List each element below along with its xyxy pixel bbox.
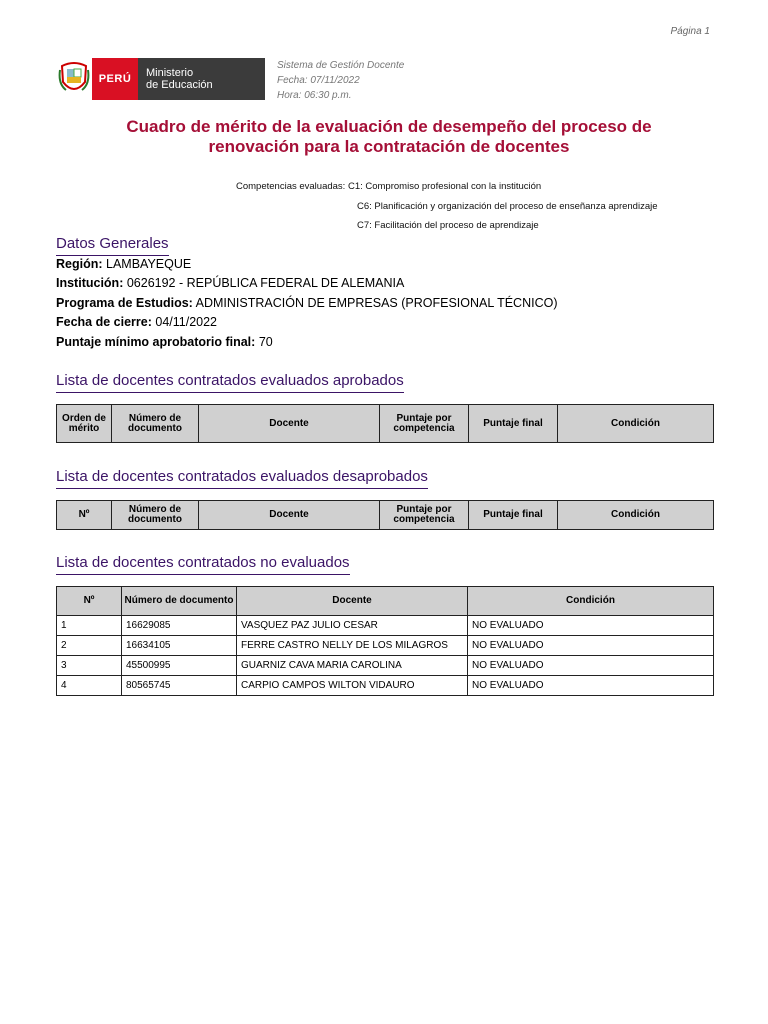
- cell-condicion: NO EVALUADO: [468, 676, 714, 696]
- table-header-row: [57, 501, 714, 530]
- cierre-row: [56, 315, 217, 329]
- peru-label: PERÚ: [92, 58, 138, 100]
- cell-numero: 1: [57, 616, 122, 636]
- minedu-logo: [56, 58, 265, 100]
- desaprobados-heading: Lista de docentes contratados evaluados desaprobados: [56, 468, 428, 489]
- programa-row: [56, 296, 558, 310]
- cell-docente: FERRE CASTRO NELLY DE LOS MILAGROS: [237, 636, 468, 656]
- coat-of-arms-icon: [56, 58, 92, 100]
- region-row: [56, 257, 191, 271]
- col-condicion: Condición: [468, 587, 714, 616]
- title-line1: Cuadro de mérito de la evaluación de desempeño del proceso de: [126, 117, 652, 136]
- col-documento: Número de documento: [112, 501, 199, 530]
- aprobados-table: [56, 404, 714, 443]
- puntaje-value: 70: [258, 335, 273, 349]
- cell-documento: 80565745: [122, 676, 237, 696]
- col-puntaje-final: Puntaje final: [469, 501, 558, 530]
- institucion-value: 0626192 - REPÚBLICA FEDERAL DE ALEMANIA: [126, 276, 405, 290]
- table-header-row: [57, 405, 714, 443]
- page-title: [56, 117, 722, 157]
- aprobados-heading: Lista de docentes contratados evaluados aprobados: [56, 372, 404, 393]
- table-row: [57, 656, 714, 676]
- col-documento: Número de documento: [122, 587, 237, 616]
- system-date: Fecha: 07/11/2022: [277, 75, 360, 86]
- page-number: Página 1: [670, 26, 710, 37]
- cell-docente: CARPIO CAMPOS WILTON VIDAURO: [237, 676, 468, 696]
- table-row: [57, 636, 714, 656]
- desaprobados-table: [56, 500, 714, 530]
- title-line2: renovación para la contratación de docentes: [208, 137, 570, 156]
- datos-generales-heading: Datos Generales: [56, 235, 169, 256]
- cierre-label: Fecha de cierre:: [56, 315, 152, 329]
- cell-numero: 4: [57, 676, 122, 696]
- table-header-row: [57, 587, 714, 616]
- col-puntaje-competencia: Puntaje por competencia: [380, 501, 469, 530]
- ministry-label: [138, 58, 265, 100]
- competencia-c6: C6: Planificación y organización del proceso de enseñanza aprendizaje: [357, 201, 658, 212]
- region-label: Región:: [56, 257, 103, 271]
- col-docente: Docente: [199, 405, 380, 443]
- cierre-value: 04/11/2022: [155, 315, 218, 329]
- cell-numero: 2: [57, 636, 122, 656]
- col-puntaje-competencia: Puntaje por competencia: [380, 405, 469, 443]
- cell-docente: GUARNIZ CAVA MARIA CAROLINA: [237, 656, 468, 676]
- programa-label: Programa de Estudios:: [56, 296, 193, 310]
- ministry-line2: de Educación: [146, 79, 213, 91]
- col-documento: Número de documento: [112, 405, 199, 443]
- cell-docente: VASQUEZ PAZ JULIO CESAR: [237, 616, 468, 636]
- region-value: LAMBAYEQUE: [106, 257, 192, 271]
- col-docente: Docente: [237, 587, 468, 616]
- programa-value: ADMINISTRACIÓN DE EMPRESAS (PROFESIONAL TÉCNICO): [195, 296, 558, 310]
- col-condicion: Condición: [558, 405, 714, 443]
- no-evaluados-table: [56, 586, 714, 696]
- system-name: Sistema de Gestión Docente: [277, 60, 405, 71]
- system-info: [277, 58, 404, 103]
- system-time: Hora: 06:30 p.m.: [277, 90, 352, 101]
- competencia-c1: Competencias evaluadas: C1: Compromiso profesional con la institución: [236, 181, 542, 192]
- col-condicion: Condición: [558, 501, 714, 530]
- ministry-line1: Ministerio: [146, 67, 194, 79]
- table-row: [57, 616, 714, 636]
- col-orden: Orden de mérito: [57, 405, 112, 443]
- col-docente: Docente: [199, 501, 380, 530]
- table-row: [57, 676, 714, 696]
- cell-documento: 45500995: [122, 656, 237, 676]
- cell-documento: 16629085: [122, 616, 237, 636]
- cell-condicion: NO EVALUADO: [468, 616, 714, 636]
- cell-condicion: NO EVALUADO: [468, 656, 714, 676]
- competencia-c7: C7: Facilitación del proceso de aprendizaje: [357, 220, 539, 231]
- cell-numero: 3: [57, 656, 122, 676]
- no-evaluados-heading: Lista de docentes contratados no evaluados: [56, 554, 350, 575]
- institucion-row: [56, 276, 404, 290]
- puntaje-label: Puntaje mínimo aprobatorio final:: [56, 335, 256, 349]
- col-numero: Nº: [57, 587, 122, 616]
- col-puntaje-final: Puntaje final: [469, 405, 558, 443]
- col-numero: Nº: [57, 501, 112, 530]
- cell-documento: 16634105: [122, 636, 237, 656]
- cell-condicion: NO EVALUADO: [468, 636, 714, 656]
- puntaje-row: [56, 335, 273, 349]
- institucion-label: Institución:: [56, 276, 124, 290]
